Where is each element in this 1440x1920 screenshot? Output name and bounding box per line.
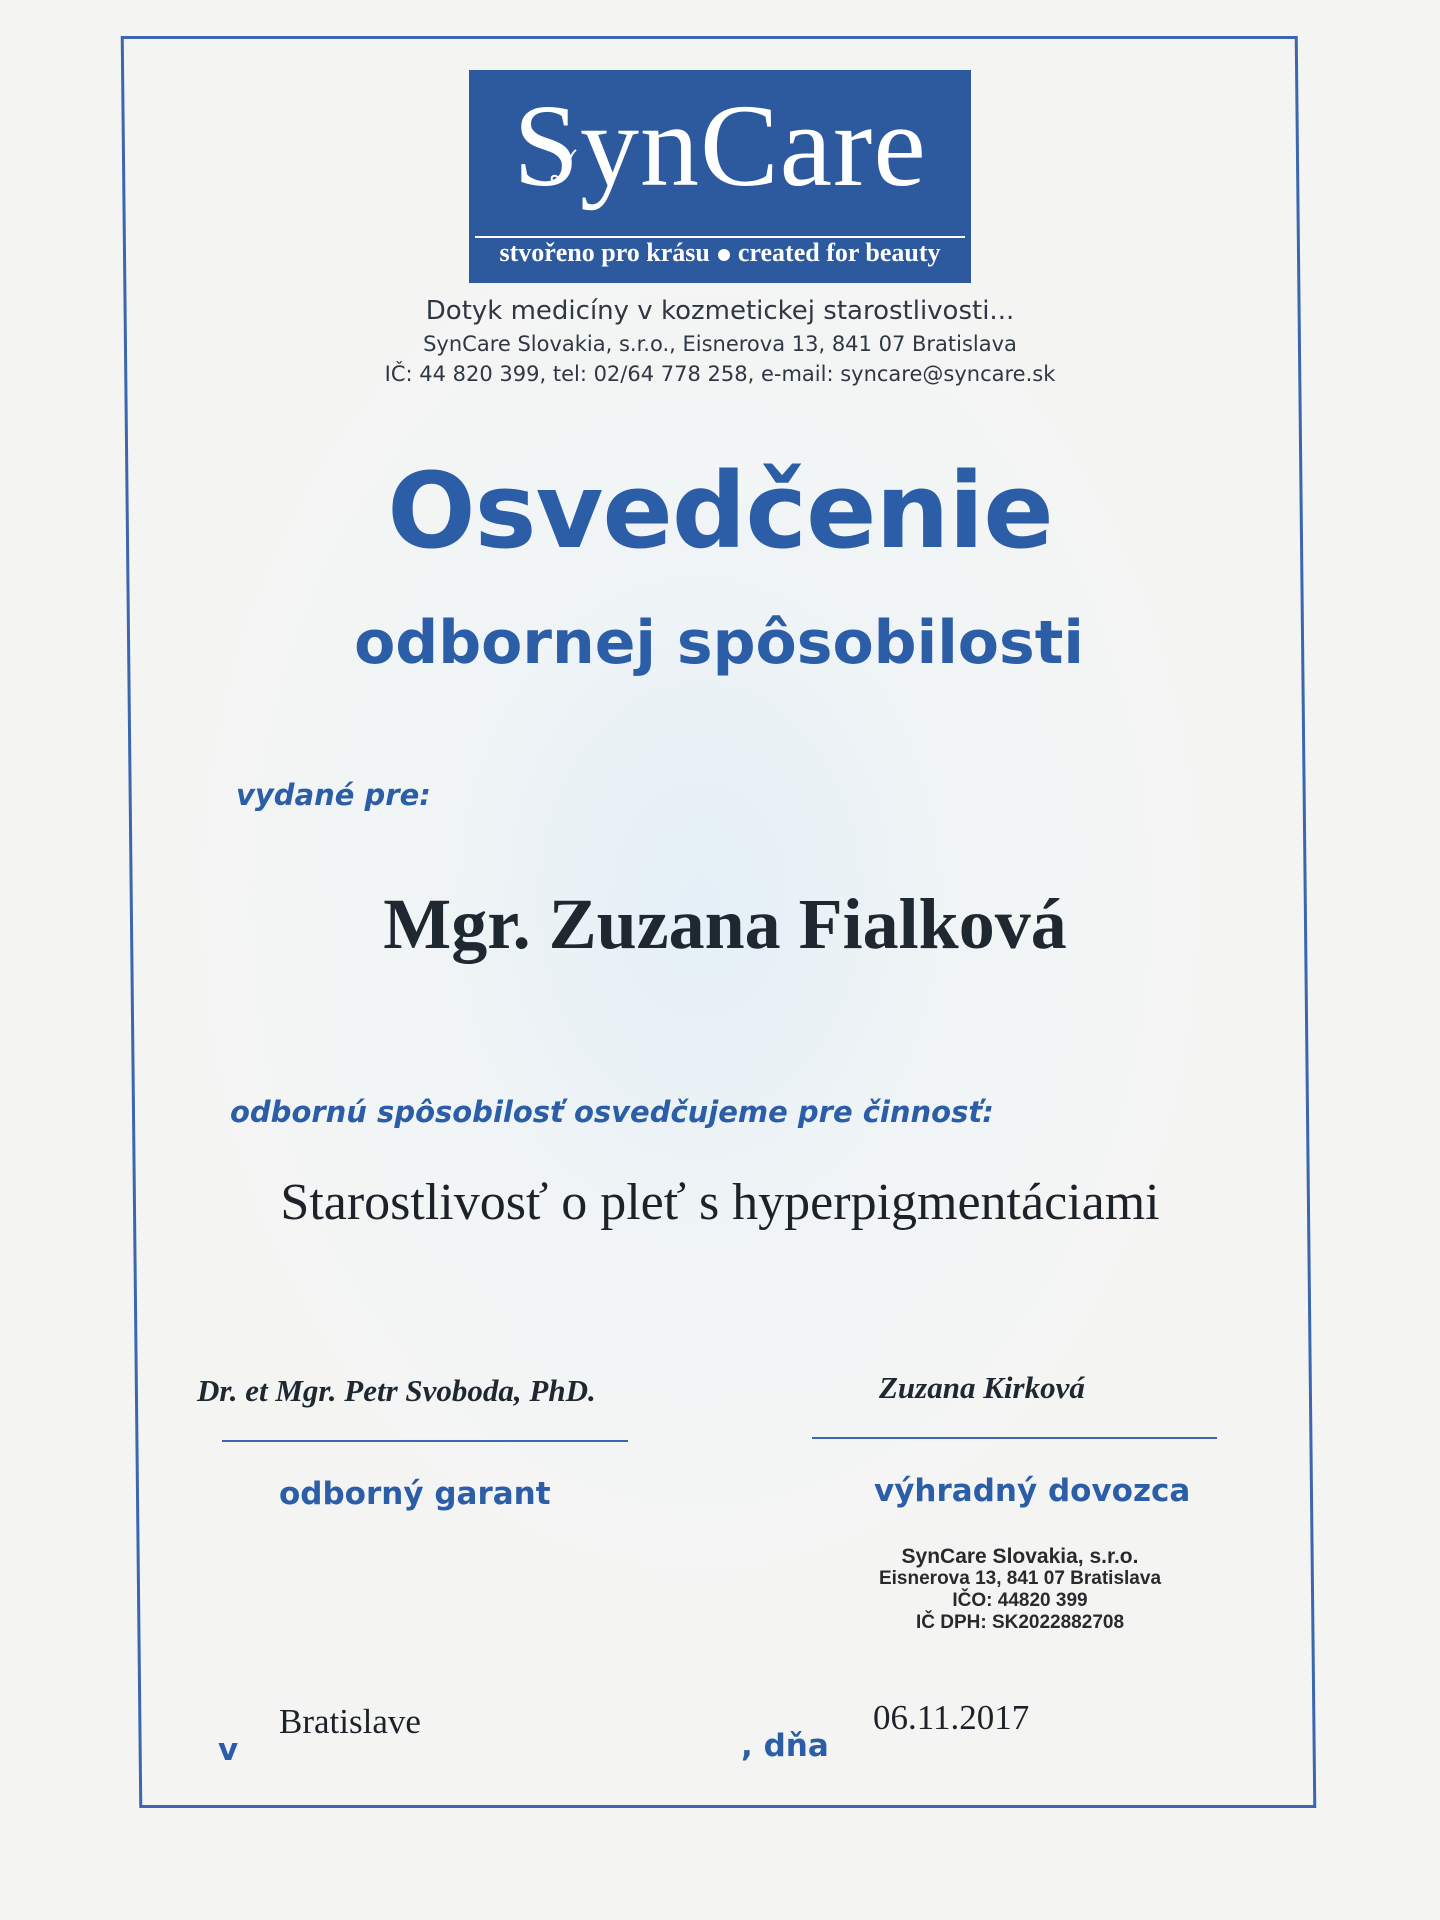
stamp-address: Eisnerova 13, 841 07 Bratislava: [878, 1568, 1162, 1589]
certificate-title: Osvedčenie: [387, 450, 1053, 572]
date-prefix: , dňa: [741, 1728, 829, 1764]
company-stamp: [820, 1546, 1220, 1634]
activity-label: odbornú spôsobilosť osvedčujeme pre činnosť:: [230, 1095, 994, 1129]
certificate-subtitle: odbornej spôsobilosti: [354, 608, 1084, 678]
recipient-name: Mgr. Zuzana Fialková: [383, 884, 1067, 964]
importer-name: Zuzana Kirková: [879, 1370, 1085, 1405]
place-prefix: v: [218, 1732, 239, 1768]
importer-role: výhradný dovozca: [874, 1473, 1191, 1509]
stamp-company: SynCare Slovakia, s.r.o.: [901, 1545, 1139, 1568]
tagline-bullet-icon: [718, 249, 730, 261]
tagline-english: created for beauty: [737, 238, 941, 267]
stamp-vat: IČ DPH: SK2022882708: [915, 1612, 1125, 1633]
guarantor-role: odborný garant: [279, 1476, 551, 1512]
logo-wordmark: SynCare: [513, 80, 927, 211]
guarantor-name: Dr. et Mgr. Petr Svoboda, PhD.: [197, 1373, 596, 1408]
company-contact: IČ: 44 820 399, tel: 02/64 778 258, e-mail: syncare@syncare.sk: [384, 362, 1056, 386]
issued-for-label: vydané pre:: [236, 778, 431, 812]
company-address: SynCare Slovakia, s.r.o., Eisnerova 13, 841 07 Bratislava: [423, 332, 1017, 356]
place-of-issue: Bratislave: [279, 1702, 421, 1741]
logo-swirl-icon: [548, 148, 582, 190]
tagline-czech: stvořeno pro krásu: [499, 238, 710, 267]
stamp-ico: IČO: 44820 399: [952, 1590, 1088, 1611]
issue-date: 06.11.2017: [873, 1698, 1030, 1737]
guarantor-signature-line: [222, 1440, 628, 1442]
importer-signature-line: [812, 1437, 1217, 1439]
company-motto: Dotyk medicíny v kozmetickej starostlivosti...: [425, 296, 1015, 326]
certified-activity: Starostlivosť o pleť s hyperpigmentáciami: [280, 1174, 1160, 1231]
logo-tagline: [0, 238, 1440, 268]
